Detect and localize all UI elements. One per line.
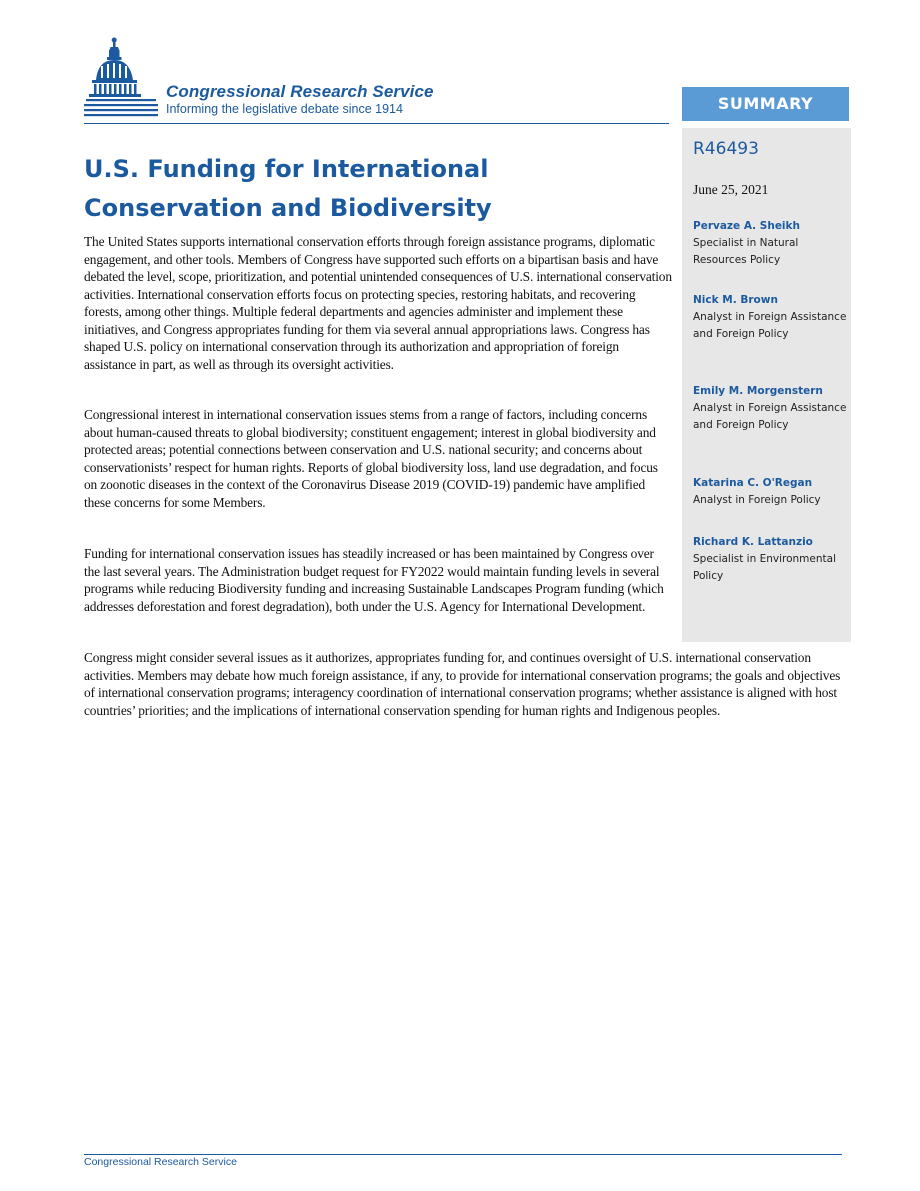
author-role: Specialist in Environmental Policy: [693, 553, 836, 582]
footer-text: Congressional Research Service: [84, 1156, 237, 1168]
author-role: Analyst in Foreign Assistance and Foreign Policy: [693, 402, 847, 431]
author-name: Emily M. Morgenstern: [693, 385, 823, 397]
author-role: Analyst in Foreign Assistance and Foreign Policy: [693, 311, 847, 340]
summary-heading: SUMMARY: [682, 87, 849, 121]
author-name: Richard K. Lattanzio: [693, 536, 813, 548]
summary-paragraph: Congressional interest in international conservation issues stems from a range of factors, including concerns about human-caused threats to global biodiversity; constituent engagement; interest in global biodiversity and protected areas; potential connections between conservation and U.S. national security; and concerns about conservationists’ respect for human rights. Reports of global biodiversity loss, land use degradation, and focus on zoonotic diseases in the context of the Coronavirus Disease 2019 (COVID-19) pandemic have amplified these concerns for some Members.: [84, 407, 658, 510]
summary-paragraph: Funding for international conservation issues has steadily increased or has been maintained by Congress over the last several years. The Administration budget request for FY2022 would maintain funding levels in several programs while reducing Biodiversity funding and increasing Sustainable Landscapes Program funding (which addresses deforestation and forest degradation), both under the U.S. Agency for International Development.: [84, 546, 664, 614]
header-divider: [84, 123, 669, 124]
author-name: Pervaze A. Sheikh: [693, 220, 800, 232]
author-entry: [693, 292, 849, 343]
footer-divider: [84, 1154, 842, 1155]
report-date: June 25, 2021: [693, 182, 769, 197]
author-entry: [693, 534, 849, 585]
report-title: U.S. Funding for International Conservation and Biodiversity: [84, 155, 492, 222]
capitol-dome-icon: [84, 36, 164, 120]
author-role: Specialist in Natural Resources Policy: [693, 237, 799, 266]
author-name: Katarina C. O'Regan: [693, 477, 813, 489]
author-entry: [693, 475, 849, 509]
author-name: Nick M. Brown: [693, 294, 778, 306]
org-name: Congressional Research Service: [166, 82, 434, 101]
author-role: Analyst in Foreign Policy: [693, 494, 821, 506]
summary-paragraph: Congress might consider several issues as it authorizes, appropriates funding for, and continues oversight of U.S. international conservation activities. Members may debate how much foreign assistance, if any, to provide for international conservation programs; the goals and objectives of international conservation programs; interagency coordination of international conservation programs; whether assistance is aligned with host countries’ priorities; and the implications of international conservation spending for human rights and Indigenous peoples.: [84, 650, 841, 718]
author-entry: [693, 383, 849, 434]
summary-paragraph: The United States supports international conservation efforts through foreign assistance programs, diplomatic engagement, and other tools. Members of Congress have supported such efforts on a bipartisan basis and have debated the level, scope, prioritization, and potential unintended consequences of U.S. international conservation activities. International conservation efforts focus on protecting species, restoring habitats, and recovering forests, among other things. Multiple federal departments and agencies administer and implement these initiatives, and Congress appropriates funding for them via several annual appropriations laws. Congress has shaped U.S. policy on international conservation through its authorization and appropriation of foreign assistance in part, as well as through its oversight activities.: [84, 234, 672, 372]
report-number: R46493: [693, 139, 759, 159]
org-tagline: Informing the legislative debate since 1914: [166, 102, 403, 116]
author-entry: [693, 218, 849, 269]
crs-logo: [84, 36, 674, 124]
